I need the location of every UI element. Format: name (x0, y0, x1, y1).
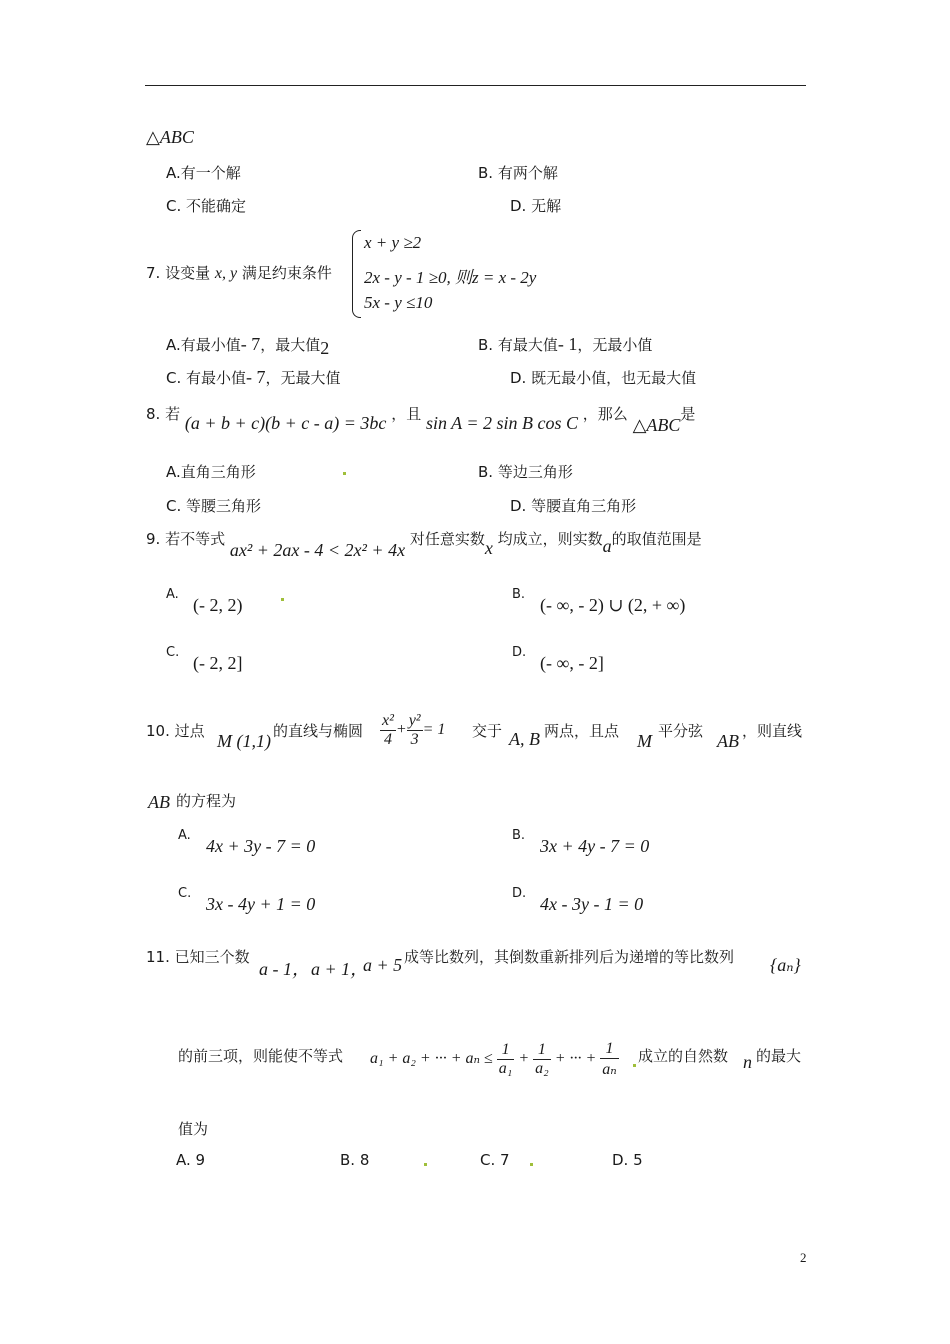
q10-point-m: M (637, 731, 652, 751)
q8-condition-1: (a + b + c)(b + c - a) = 3bc (184, 413, 387, 433)
q6-option-a: A.有一个解 (166, 164, 241, 182)
q7-constraint-2 (364, 263, 536, 288)
q8-mid: ，且 (391, 405, 422, 423)
q11-number-1-val: a - 1 (259, 959, 292, 979)
q9-var-a: a (602, 536, 612, 556)
q8-triangle: △ABC (632, 415, 681, 435)
q10-ellipse-eq: = 1 (422, 721, 446, 739)
scan-speck (633, 1064, 636, 1067)
q11-number-2-val: a + 1 (311, 959, 351, 979)
q9-option-b: (- ∞, - 2) ∪ (2, + ∞) (540, 595, 686, 615)
q10-option-a: 4x + 3y - 7 = 0 (206, 836, 316, 856)
q8-option-d: D. 等腰直角三角形 (510, 497, 637, 515)
q11-number-1 (259, 955, 310, 981)
q9-tail: 的取值范围是 (611, 530, 702, 548)
scan-speck (343, 472, 346, 475)
q10-option-c-label: C. (178, 886, 192, 901)
q6-option-d: D. 无解 (510, 197, 562, 215)
q9-option-a-label: A. (166, 587, 179, 602)
q11-frac-2-den: a₂ (535, 1060, 549, 1077)
q9-stem (146, 528, 702, 560)
q10-mid-3: 两点，且点 (544, 722, 620, 740)
q11-line-2-mid: 成立的自然数 (638, 1047, 729, 1065)
q11-option-d: D. 5 (612, 1151, 643, 1169)
q10-option-c: 3x - 4y + 1 = 0 (206, 894, 316, 914)
q9-prefix: 9. 若不等式 (146, 530, 226, 548)
q8-option-b: B. 等边三角形 (478, 463, 573, 481)
scan-speck (530, 1163, 533, 1166)
q9-mid: 对任意实数 (409, 530, 485, 548)
q11-frac-1-den: a₁ (498, 1060, 513, 1077)
q11-sep-1: ， (292, 959, 310, 979)
q7-system-brace (352, 230, 361, 318)
q7-option-c-tail: ，无最大值 (265, 369, 341, 387)
q9-mid-2: 均成立，则实数 (497, 530, 603, 548)
q11-mid: 成等比数列，其倒数重新排列后为递增的等比数列 (404, 948, 735, 966)
header-rule (145, 85, 806, 86)
q7-option-c-min: - 7 (246, 367, 266, 387)
q10-line-ab: AB (148, 792, 170, 812)
q10-point: M (1,1) (217, 731, 271, 751)
q6-triangle: △ABC (146, 127, 194, 147)
q8-tail-2: 是 (680, 405, 696, 423)
q11-frac-2-num: 1 (537, 1041, 546, 1058)
q10-line-2-tail: 的方程为 (176, 792, 237, 810)
q11-sequence: {aₙ} (770, 955, 801, 975)
q11-var-n: n (743, 1052, 752, 1072)
q10-ellipse-y-den: 3 (407, 730, 423, 749)
q11-plus: + (518, 1050, 530, 1068)
q6-option-b: B. 有两个解 (478, 164, 558, 182)
q10-ellipse (380, 712, 445, 749)
q7-constraint-3: 5x - y ≤10 (364, 293, 433, 312)
q7-constraint-1: x + y ≥2 (364, 233, 422, 252)
q7-option-a-text: A.有最小值 (166, 336, 241, 354)
q11-frac-1 (497, 1041, 515, 1078)
q7-option-b-max: - 1 (557, 334, 578, 354)
q10-option-b-label: B. (512, 828, 526, 843)
q10-option-b: 3x + 4y - 7 = 0 (540, 836, 650, 856)
q10-mid-2: 交于 (472, 722, 503, 740)
q9-option-c: (- 2, 2] (193, 653, 243, 673)
q10-prefix: 10. 过点 (146, 722, 205, 740)
q10-tail: ，则直线 (742, 722, 803, 740)
q8-prefix: 8. 若 (146, 405, 181, 423)
q7-prefix: 7. 设变量 (146, 264, 211, 282)
q8-option-c: C. 等腰三角形 (166, 497, 262, 515)
q7-option-c-text: C. 有最小值 (166, 369, 247, 387)
q10-chord-ab: AB (717, 731, 739, 751)
q10-ellipse-y-num: y² (408, 712, 421, 729)
q7-option-a-min: - 7 (240, 334, 261, 354)
q11-number-3: a + 5 (363, 955, 403, 975)
q11-frac-1-num: 1 (501, 1041, 510, 1058)
q10-option-d: 4x - 3y - 1 = 0 (540, 894, 644, 914)
q11-frac-3-den: aₙ (600, 1058, 618, 1079)
q11-inequality (370, 1040, 619, 1079)
page-number: 2 (800, 1250, 807, 1265)
q11-sep-2: ， (350, 959, 369, 979)
q7-stem-mid: 满足约束条件 (241, 264, 332, 282)
q7-option-a-max: 2 (320, 338, 330, 358)
q7-option-a-mid: ，最大值 (260, 336, 321, 354)
q11-lhs: a₁ + a₂ + ··· + aₙ ≤ (370, 1050, 493, 1068)
q10-option-d-label: D. (512, 886, 527, 901)
q11-line-3: 值为 (178, 1120, 209, 1138)
q10-points-ab: A, B (509, 729, 540, 749)
q9-option-c-label: C. (166, 645, 180, 660)
q9-option-d-label: D. (512, 645, 527, 660)
q11-line-2-prefix: 的前三项，则能使不等式 (178, 1047, 344, 1065)
q10-ellipse-x-frac (380, 712, 396, 749)
q7-constraint-2-expr: 2x - y - 1 ≥0, (364, 268, 451, 287)
q7-objective: 则z = x - 2y (455, 268, 537, 287)
q9-option-b-label: B. (512, 587, 526, 602)
q10-ellipse-x-den: 4 (380, 730, 396, 749)
q8-condition-2: sin A = 2 sin B cos C (425, 413, 578, 433)
q11-prefix: 11. 已知三个数 (146, 948, 250, 966)
q7-option-c (166, 367, 341, 388)
q7-vars: x, y (214, 265, 238, 282)
q7-option-b-tail: ，无最小值 (577, 336, 653, 354)
q11-frac-3 (600, 1040, 618, 1079)
q7-stem (146, 262, 332, 283)
q9-option-d: (- ∞, - 2] (540, 653, 604, 673)
q10-ellipse-plus: + (395, 721, 407, 739)
q8-option-a: A.直角三角形 (166, 463, 256, 481)
q8-tail-1: ，那么 (582, 405, 628, 423)
q11-number-2 (311, 955, 368, 981)
scan-speck (424, 1163, 427, 1166)
q10-option-a-label: A. (178, 828, 191, 843)
scan-speck (281, 598, 284, 601)
q7-option-d: D. 既无最小值，也无最大值 (510, 369, 697, 387)
q11-frac-3-num: 1 (605, 1040, 614, 1057)
q11-option-c: C. 7 (480, 1151, 510, 1169)
q10-ellipse-y-frac (407, 712, 423, 749)
q7-option-b (478, 334, 652, 355)
q11-frac-2 (533, 1041, 551, 1078)
q8-stem (146, 403, 696, 435)
q11-option-b: B. 8 (340, 1151, 370, 1169)
q11-line-2-tail: 的最大 (756, 1047, 802, 1065)
q11-dots: + ··· + (554, 1050, 597, 1068)
q9-option-a: (- 2, 2) (193, 595, 243, 615)
q7-option-a (166, 334, 330, 358)
q10-mid-4: 平分弦 (658, 722, 704, 740)
q10-mid: 的直线与椭圆 (273, 722, 364, 740)
q9-var-x: x (484, 538, 493, 558)
q9-inequality: ax² + 2ax - 4 < 2x² + 4x (229, 540, 406, 560)
q11-option-a: A. 9 (176, 1151, 206, 1169)
q7-option-b-text: B. 有最大值 (478, 336, 558, 354)
q6-option-c: C. 不能确定 (166, 197, 247, 215)
q10-ellipse-x-num: x² (382, 712, 394, 729)
